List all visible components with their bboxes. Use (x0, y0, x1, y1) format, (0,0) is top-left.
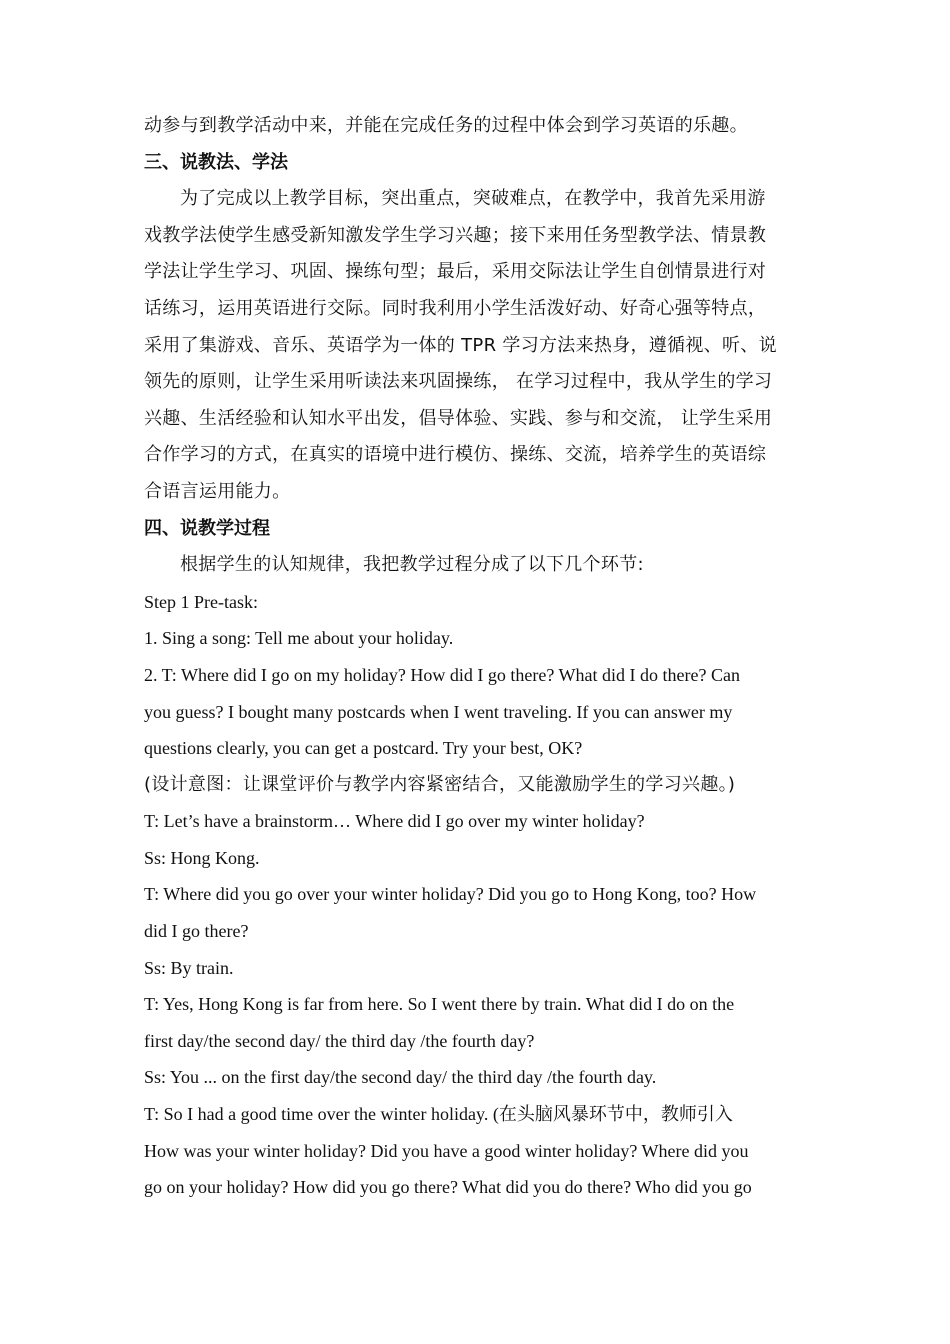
dialogue-line: T: Yes, Hong Kong is far from here. So I went there by train. What did I do on the (144, 994, 735, 1015)
text-line: 领先的原则，让学生采用听读法来巩固操练， 在学习过程中，我从学生的学习 (144, 371, 773, 393)
dialogue-line: T: Let’s have a brainstorm… Where did I go over my winter holiday? (144, 811, 645, 832)
dialogue-line: T: Where did you go over your winter holiday? Did you go to Hong Kong, too? How (144, 884, 757, 905)
text-line: 1. Sing a song: Tell me about your holiday. (144, 628, 454, 649)
section-heading: 三、说教法、学法 (144, 151, 288, 173)
dialogue-line: go on your holiday? How did you go there? What did you do there? Who did you go (144, 1177, 752, 1198)
section-heading: 四、说教学过程 (144, 517, 270, 539)
text-line: you guess? I bought many postcards when I went traveling. If you can answer my (144, 701, 733, 722)
design-intent-note: (设计意图：让课堂评价与教学内容紧密结合，又能激励学生的学习兴趣。) (144, 773, 736, 795)
dialogue-line: How was your winter holiday? Did you have a good winter holiday? Where did you (144, 1140, 749, 1161)
dialogue-line: did I go there? (144, 921, 249, 942)
text-line: 兴趣、生活经验和认知水平出发，倡导体验、实践、参与和交流， 让学生采用 (144, 407, 773, 429)
text-line: questions clearly, you can get a postcard. Try your best, OK? (144, 738, 583, 759)
text-line: 采用了集游戏、音乐、英语学为一体的 TPR 学习方法来热身，遵循视、听、说 (144, 334, 777, 356)
text-line: 学法让学生学习、巩固、操练句型；最后，采用交际法让学生自创情景进行对 (144, 261, 767, 283)
dialogue-line: first day/the second day/ the third day /the fourth day? (144, 1030, 535, 1051)
dialogue-line: Ss: By train. (144, 957, 234, 978)
text-line: 2. T: Where did I go on my holiday? How did I go there? What did I do there? Can (144, 664, 740, 685)
step-heading: Step 1 Pre-task: (144, 591, 258, 612)
text-line: 合语言运用能力。 (144, 480, 291, 502)
text-line: 根据学生的认知规律，我把教学过程分成了以下几个环节: (180, 554, 644, 576)
dialogue-line: Ss: You ... on the first day/the second day/ the third day /the fourth day. (144, 1067, 657, 1088)
dialogue-line: Ss: Hong Kong. (144, 847, 260, 868)
text-line: 合作学习的方式，在真实的语境中进行模仿、操练、交流，培养学生的英语综 (144, 444, 767, 466)
text-line: 为了完成以上教学目标，突出重点，突破难点，在教学中，我首先采用游 (180, 188, 766, 210)
text-line: 话练习，运用英语进行交际。同时我利用小学生活泼好动、好奇心强等特点， (144, 297, 767, 319)
text-line: 动参与到教学活动中来，并能在完成任务的过程中体会到学习英语的乐趣。 (144, 115, 748, 136)
text-line: 戏教学法使学生感受新知激发学生学习兴趣；接下来用任务型教学法、情景教 (144, 224, 767, 246)
dialogue-line: T: So I had a good time over the winter holiday. (在头脑风暴环节中，教师引入 (144, 1104, 733, 1125)
document-page (144, 108, 806, 1206)
